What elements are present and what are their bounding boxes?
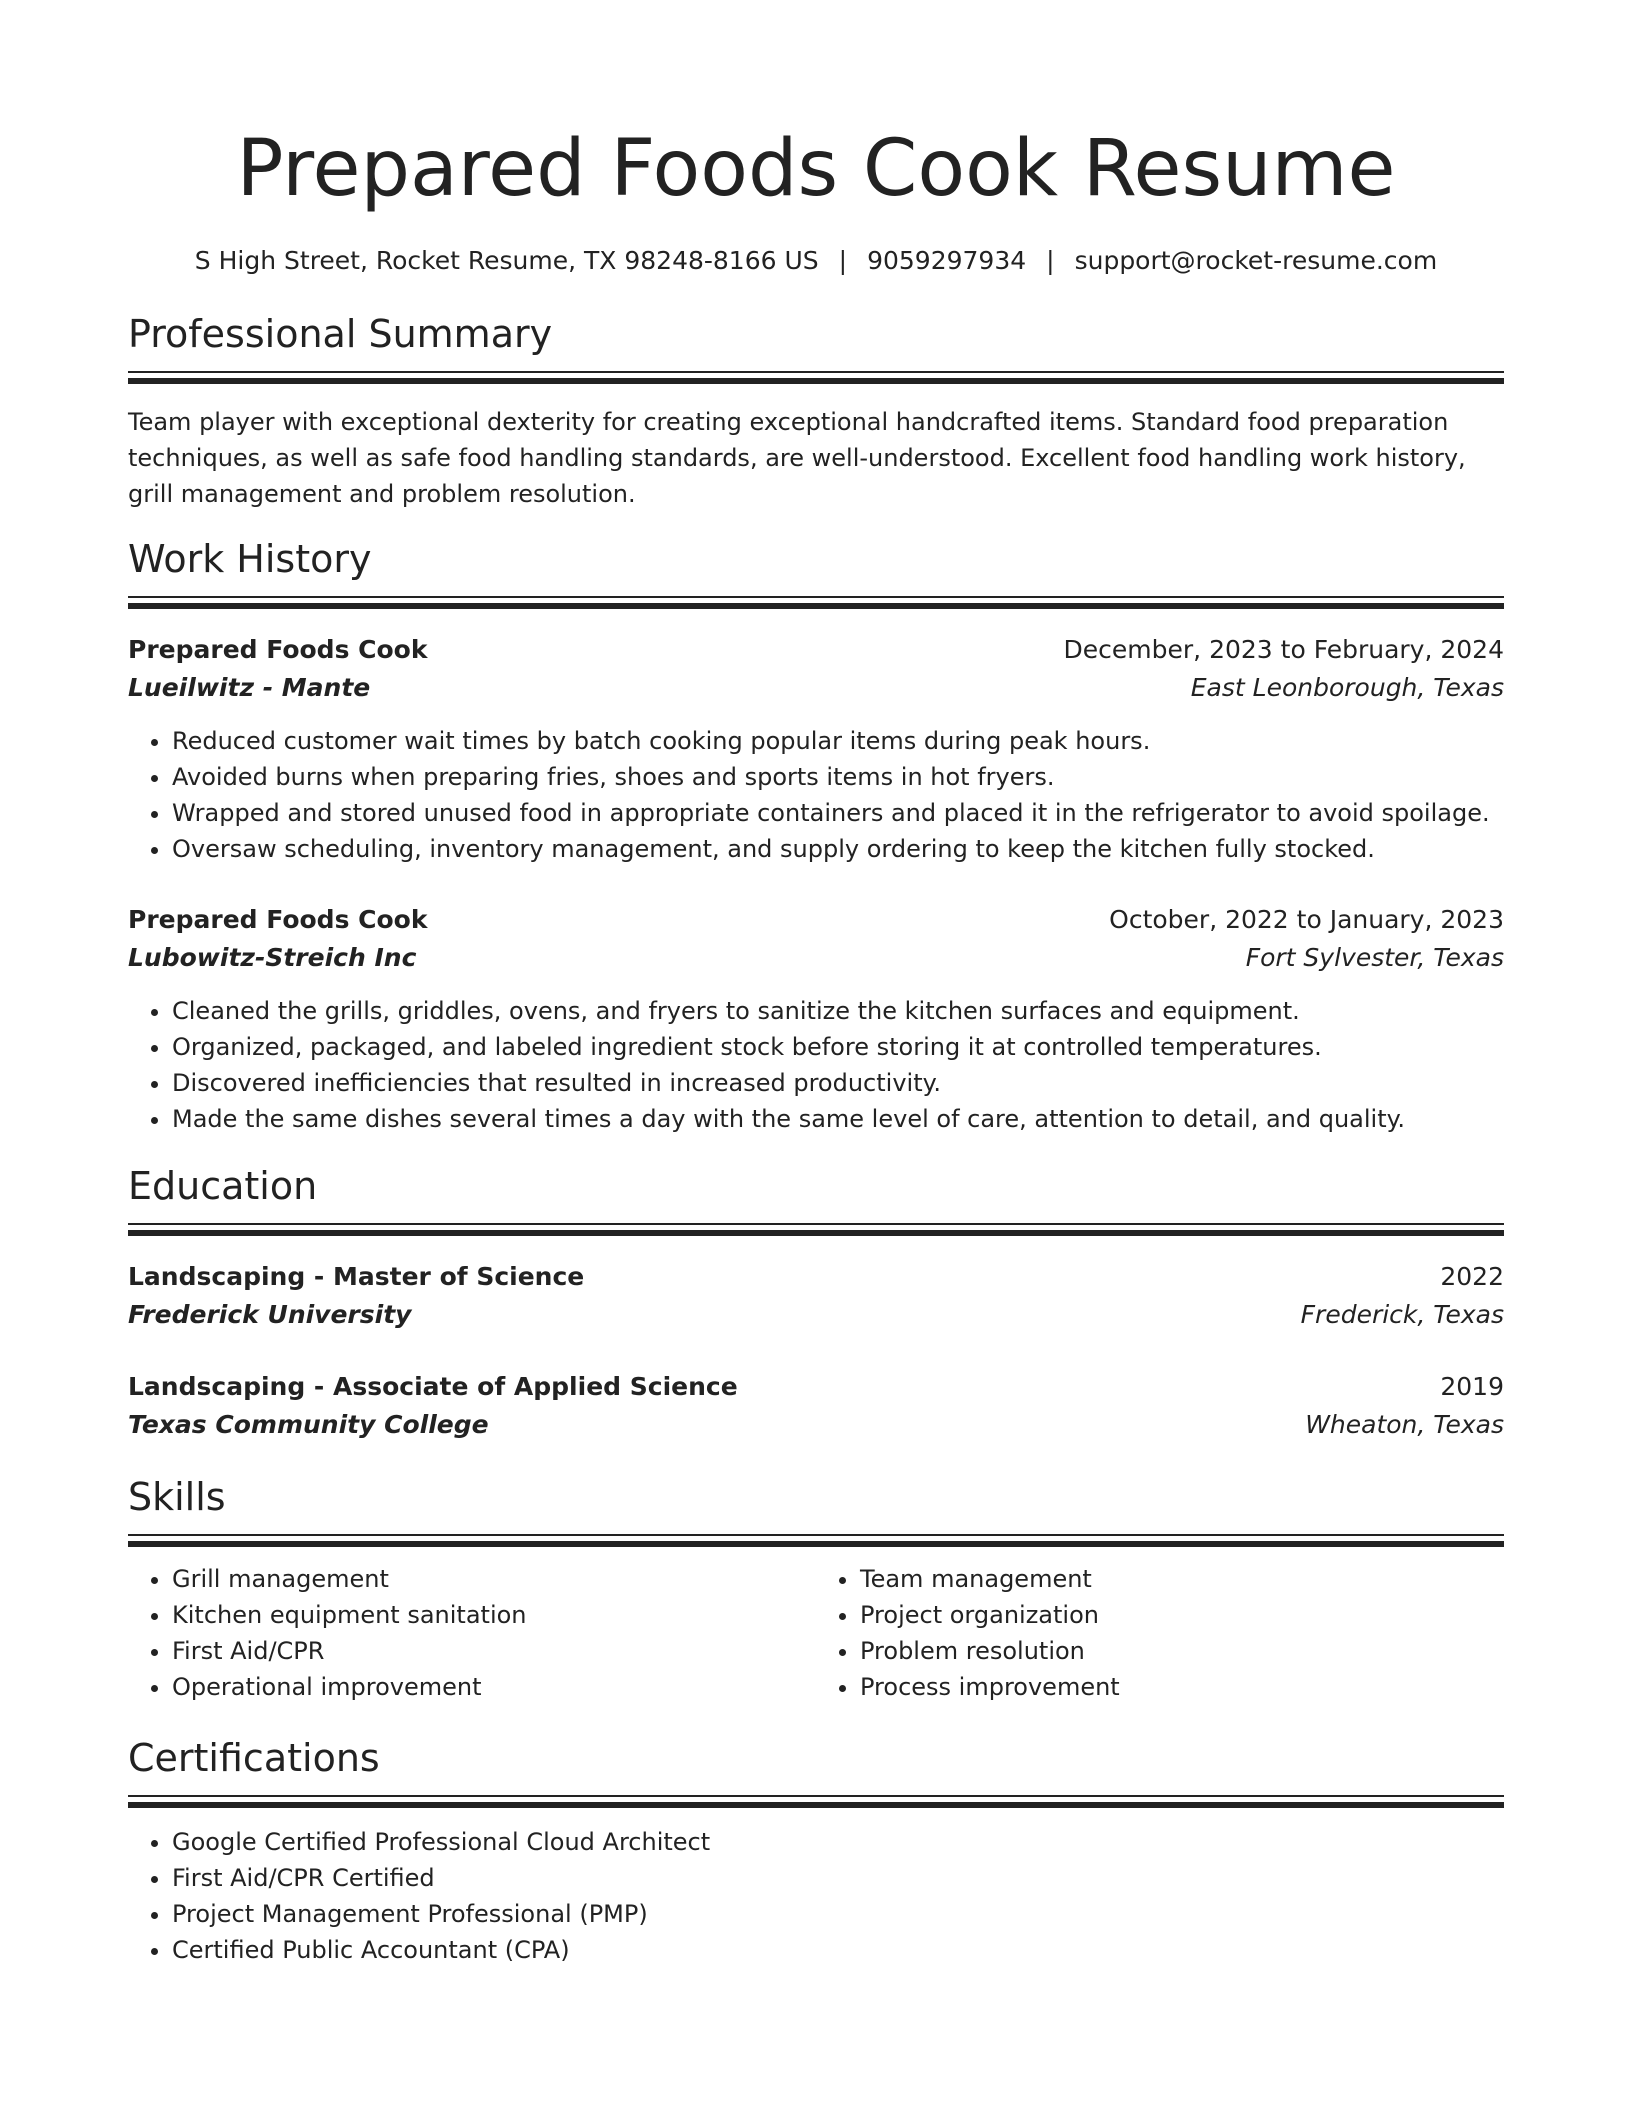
job-bullets — [128, 993, 1504, 1137]
skills-list-right — [816, 1561, 1504, 1705]
education-entry — [128, 1258, 1504, 1334]
education-degree: Landscaping - Master of Science — [128, 1262, 585, 1291]
job-bullet: • Organized, packaged, and labeled ingredient stock before storing it at controlled temperatures. — [172, 1029, 1504, 1065]
contact-phone: 9059297934 — [867, 246, 1027, 275]
contact-address: S High Street, Rocket Resume, TX 98248-8166 US — [194, 246, 819, 275]
section-divider — [128, 1795, 1504, 1797]
contact-separator: | — [1046, 246, 1055, 275]
education-entry — [128, 1368, 1504, 1444]
job-location: Fort Sylvester, Texas — [1245, 943, 1504, 972]
job-company-row — [128, 939, 1504, 977]
education-year: 2022 — [1440, 1262, 1504, 1291]
resume-title: Prepared Foods Cook Resume — [236, 124, 1396, 214]
summary-section — [128, 312, 1504, 512]
section-divider — [128, 371, 1504, 373]
education-location: Wheaton, Texas — [1305, 1410, 1504, 1439]
section-title-certifications: Certifications — [128, 1736, 380, 1780]
job-dates: December, 2023 to February, 2024 — [1063, 635, 1504, 664]
skill-item: • Team management — [860, 1561, 1504, 1597]
education-school-row — [128, 1296, 1504, 1334]
job-header-row — [128, 901, 1504, 939]
job-bullet: • Oversaw scheduling, inventory management, and supply ordering to keep the kitchen fully stocked. — [172, 831, 1504, 867]
skill-item: • Operational improvement — [172, 1669, 816, 1705]
job-entry — [128, 901, 1504, 1137]
contact-separator: | — [838, 246, 848, 275]
section-divider — [128, 596, 1504, 598]
section-title-education: Education — [128, 1164, 318, 1208]
section-title-summary: Professional Summary — [128, 312, 553, 356]
job-bullet: • Made the same dishes several times a day with the same level of care, attention to detail, and quality. — [172, 1101, 1504, 1137]
section-divider — [128, 1534, 1504, 1536]
education-location: Frederick, Texas — [1300, 1300, 1504, 1329]
certification-item: • Certified Public Accountant (CPA) — [172, 1932, 1504, 1968]
job-title: Prepared Foods Cook — [128, 635, 428, 664]
job-company: Lueilwitz - Mante — [128, 673, 371, 702]
skill-item: • Project organization — [860, 1597, 1504, 1633]
certifications-list — [128, 1824, 1504, 1968]
section-title-work-history: Work History — [128, 537, 372, 581]
skills-section — [128, 1475, 1504, 1705]
certifications-section — [128, 1736, 1504, 1968]
education-header-row — [128, 1258, 1504, 1296]
section-divider — [128, 1223, 1504, 1225]
skill-item: • Process improvement — [860, 1669, 1504, 1705]
summary-text: Team player with exceptional dexterity for creating exceptional handcrafted items. Standard food preparation techniques, as well as safe food handling standards, are well-understood. Excellent food handling work history, grill management and problem resolution. — [128, 408, 1466, 508]
skills-list-left — [128, 1561, 816, 1705]
contact-email: support@rocket-resume.com — [1074, 246, 1438, 275]
job-bullet: • Reduced customer wait times by batch cooking popular items during peak hours. — [172, 723, 1504, 759]
section-title-skills: Skills — [128, 1475, 226, 1519]
job-company-row — [128, 669, 1504, 707]
education-degree: Landscaping - Associate of Applied Science — [128, 1372, 738, 1401]
education-school: Texas Community College — [128, 1410, 489, 1439]
skill-item: • Kitchen equipment sanitation — [172, 1597, 816, 1633]
section-divider — [128, 1541, 1504, 1547]
job-bullet: • Avoided burns when preparing fries, shoes and sports items in hot fryers. — [172, 759, 1504, 795]
education-school: Frederick University — [128, 1300, 412, 1329]
job-entry — [128, 631, 1504, 867]
section-divider — [128, 603, 1504, 609]
education-year: 2019 — [1440, 1372, 1504, 1401]
certification-item: • First Aid/CPR Certified — [172, 1860, 1504, 1896]
certification-item: • Google Certified Professional Cloud Architect — [172, 1824, 1504, 1860]
job-location: East Leonborough, Texas — [1190, 673, 1504, 702]
job-header-row — [128, 631, 1504, 669]
job-bullet: • Wrapped and stored unused food in appropriate containers and placed it in the refrigerator to avoid spoilage. — [172, 795, 1504, 831]
skill-item: • Problem resolution — [860, 1633, 1504, 1669]
contact-line — [128, 248, 1504, 273]
job-dates: October, 2022 to January, 2023 — [1109, 905, 1504, 934]
section-divider — [128, 1802, 1504, 1808]
skill-item: • First Aid/CPR — [172, 1633, 816, 1669]
job-company: Lubowitz-Streich Inc — [128, 943, 417, 972]
skill-item: • Grill management — [172, 1561, 816, 1597]
certification-item: • Project Management Professional (PMP) — [172, 1896, 1504, 1932]
section-divider — [128, 378, 1504, 384]
job-title: Prepared Foods Cook — [128, 905, 428, 934]
job-bullets — [128, 723, 1504, 867]
education-section — [128, 1164, 1504, 1444]
education-school-row — [128, 1406, 1504, 1444]
education-header-row — [128, 1368, 1504, 1406]
work-history-section — [128, 537, 1504, 1137]
job-bullet: • Discovered inefficiencies that resulted in increased productivity. — [172, 1065, 1504, 1101]
section-divider — [128, 1230, 1504, 1236]
job-bullet: • Cleaned the grills, griddles, ovens, and fryers to sanitize the kitchen surfaces and equipment. — [172, 993, 1504, 1029]
skills-columns — [128, 1561, 1504, 1705]
